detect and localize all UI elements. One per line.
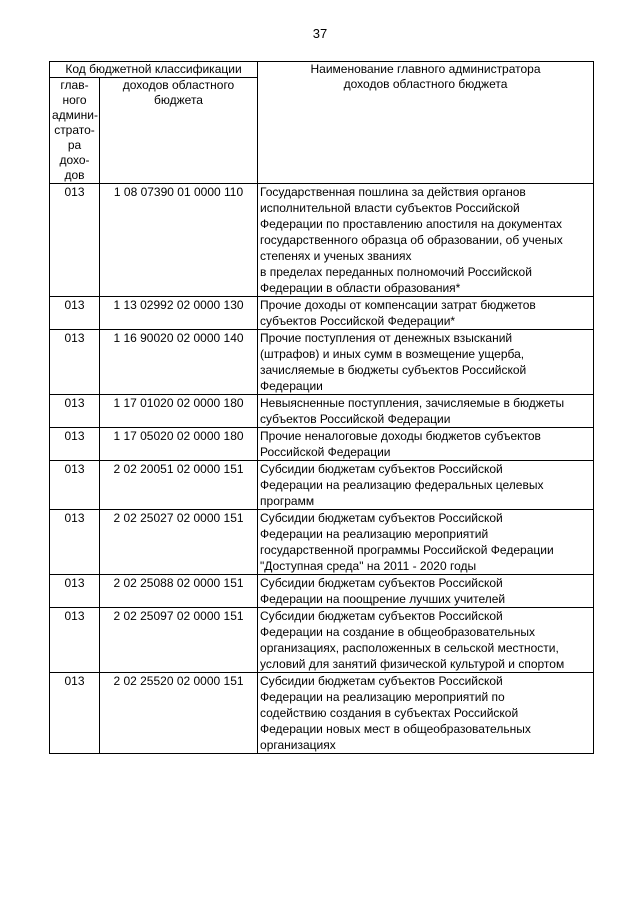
budget-code-cell: 1 17 05020 02 0000 180 <box>100 428 258 461</box>
header-admin-line: админи- <box>52 108 98 122</box>
income-name-line: условий для занятий физической культурой и спортом <box>260 657 565 671</box>
income-name-line: в пределах переданных полномочий Российской <box>260 265 532 279</box>
table-body <box>50 184 594 754</box>
income-name-line: Прочие доходы от компенсации затрат бюджетов <box>260 298 536 312</box>
header-code-line: доходов областного <box>122 78 235 92</box>
income-name-line: Невыясненные поступления, зачисляемые в бюджеты <box>260 396 565 410</box>
income-name-line: Субсидии бюджетам субъектов Российской <box>260 462 503 476</box>
income-name-line: Федерации на реализацию мероприятий по <box>260 690 505 704</box>
income-name-cell <box>258 184 594 297</box>
income-name-line: субъектов Российской Федерации* <box>260 314 456 328</box>
budget-code-cell: 2 02 25520 02 0000 151 <box>100 673 258 754</box>
income-name-line: Субсидии бюджетам субъектов Российской <box>260 609 503 623</box>
income-name-line: исполнительной власти субъектов Российской <box>260 201 520 215</box>
income-name-cell <box>258 395 594 428</box>
budget-code-cell: 2 02 25088 02 0000 151 <box>100 575 258 608</box>
income-name-line: организациях <box>260 738 336 752</box>
table-row <box>50 297 594 330</box>
income-name-line: (штрафов) и иных сумм в возмещение ущерба, <box>260 347 525 361</box>
table-row <box>50 428 594 461</box>
income-name-line: субъектов Российской Федерации <box>260 412 451 426</box>
income-name-line: Федерации на создание в общеобразовательных <box>260 625 536 639</box>
income-name-cell <box>258 297 594 330</box>
income-name-line: Прочие поступления от денежных взысканий <box>260 331 513 345</box>
table-row <box>50 395 594 428</box>
budget-code-cell: 2 02 25027 02 0000 151 <box>100 510 258 575</box>
admin-code-cell: 013 <box>50 395 100 428</box>
income-name-line: программ <box>260 494 315 508</box>
budget-code-cell: 1 08 07390 01 0000 110 <box>100 184 258 297</box>
budget-code-cell: 2 02 25097 02 0000 151 <box>100 608 258 673</box>
admin-code-cell: 013 <box>50 297 100 330</box>
header-admin-line: ного <box>62 93 87 107</box>
table-row <box>50 184 594 297</box>
income-name-line: Федерации на реализацию мероприятий <box>260 527 489 541</box>
header-admin-line: ра дохо- <box>59 138 90 167</box>
income-name-line: государственного образца об образовании, об ученых <box>260 233 563 247</box>
header-name-line: доходов областного бюджета <box>343 77 508 91</box>
admin-code-cell: 013 <box>50 184 100 297</box>
income-name-line: зачисляемые в бюджеты субъектов Российской <box>260 363 527 377</box>
income-name-cell <box>258 428 594 461</box>
income-name-line: Федерации на реализацию федеральных целевых <box>260 478 544 492</box>
admin-code-cell: 013 <box>50 575 100 608</box>
income-name-cell <box>258 608 594 673</box>
budget-classification-table <box>49 61 594 754</box>
budget-code-cell: 1 17 01020 02 0000 180 <box>100 395 258 428</box>
header-row-group <box>50 62 594 78</box>
income-name-line: Субсидии бюджетам субъектов Российской <box>260 576 503 590</box>
income-name-line: Федерации по проставлению апостиля на документах <box>260 217 563 231</box>
table-row <box>50 330 594 395</box>
admin-code-cell: 013 <box>50 608 100 673</box>
income-name-line: степенях и ученых званиях <box>260 249 412 263</box>
income-name-line: государственной программы Российской Федерации <box>260 543 554 557</box>
income-name-line: Федерации на поощрение лучших учителей <box>260 592 506 606</box>
table-row <box>50 608 594 673</box>
page-number: 37 <box>312 26 328 41</box>
income-name-line: Федерации в области образования* <box>260 281 461 295</box>
header-name <box>258 62 594 184</box>
income-name-line: Федерации <box>260 379 323 393</box>
budget-code-cell: 1 13 02992 02 0000 130 <box>100 297 258 330</box>
income-name-line: организациях, расположенных в сельской местности, <box>260 641 559 655</box>
income-name-line: Субсидии бюджетам субъектов Российской <box>260 674 503 688</box>
admin-code-cell: 013 <box>50 330 100 395</box>
income-name-cell <box>258 673 594 754</box>
income-name-cell <box>258 461 594 510</box>
budget-code-cell: 1 16 90020 02 0000 140 <box>100 330 258 395</box>
admin-code-cell: 013 <box>50 510 100 575</box>
income-name-line: Субсидии бюджетам субъектов Российской <box>260 511 503 525</box>
income-name-line: Прочие неналоговые доходы бюджетов субъектов <box>260 429 541 443</box>
header-admin-line: страто- <box>54 123 95 137</box>
header-code <box>100 78 258 184</box>
income-name-cell <box>258 330 594 395</box>
income-name-cell <box>258 510 594 575</box>
income-name-line: Федерации новых мест в общеобразовательных <box>260 722 531 736</box>
header-name-line: Наименование главного администратора <box>310 62 541 76</box>
header-admin-line: глав- <box>60 78 89 92</box>
header-group-label: Код бюджетной классификации <box>50 62 258 78</box>
income-name-line: Государственная пошлина за действия органов <box>260 185 526 199</box>
table-row <box>50 673 594 754</box>
income-name-line: содействию создания в субъектах Российской <box>260 706 519 720</box>
budget-code-cell: 2 02 20051 02 0000 151 <box>100 461 258 510</box>
table-row <box>50 461 594 510</box>
income-name-line: Российской Федерации <box>260 445 391 459</box>
header-code-line: бюджета <box>154 93 203 107</box>
income-name-line: "Доступная среда" на 2011 - 2020 годы <box>260 559 477 573</box>
admin-code-cell: 013 <box>50 428 100 461</box>
header-admin-line: дов <box>64 168 85 182</box>
table-row <box>50 510 594 575</box>
income-name-cell <box>258 575 594 608</box>
admin-code-cell: 013 <box>50 673 100 754</box>
admin-code-cell: 013 <box>50 461 100 510</box>
header-admin <box>50 78 100 184</box>
table-row <box>50 575 594 608</box>
